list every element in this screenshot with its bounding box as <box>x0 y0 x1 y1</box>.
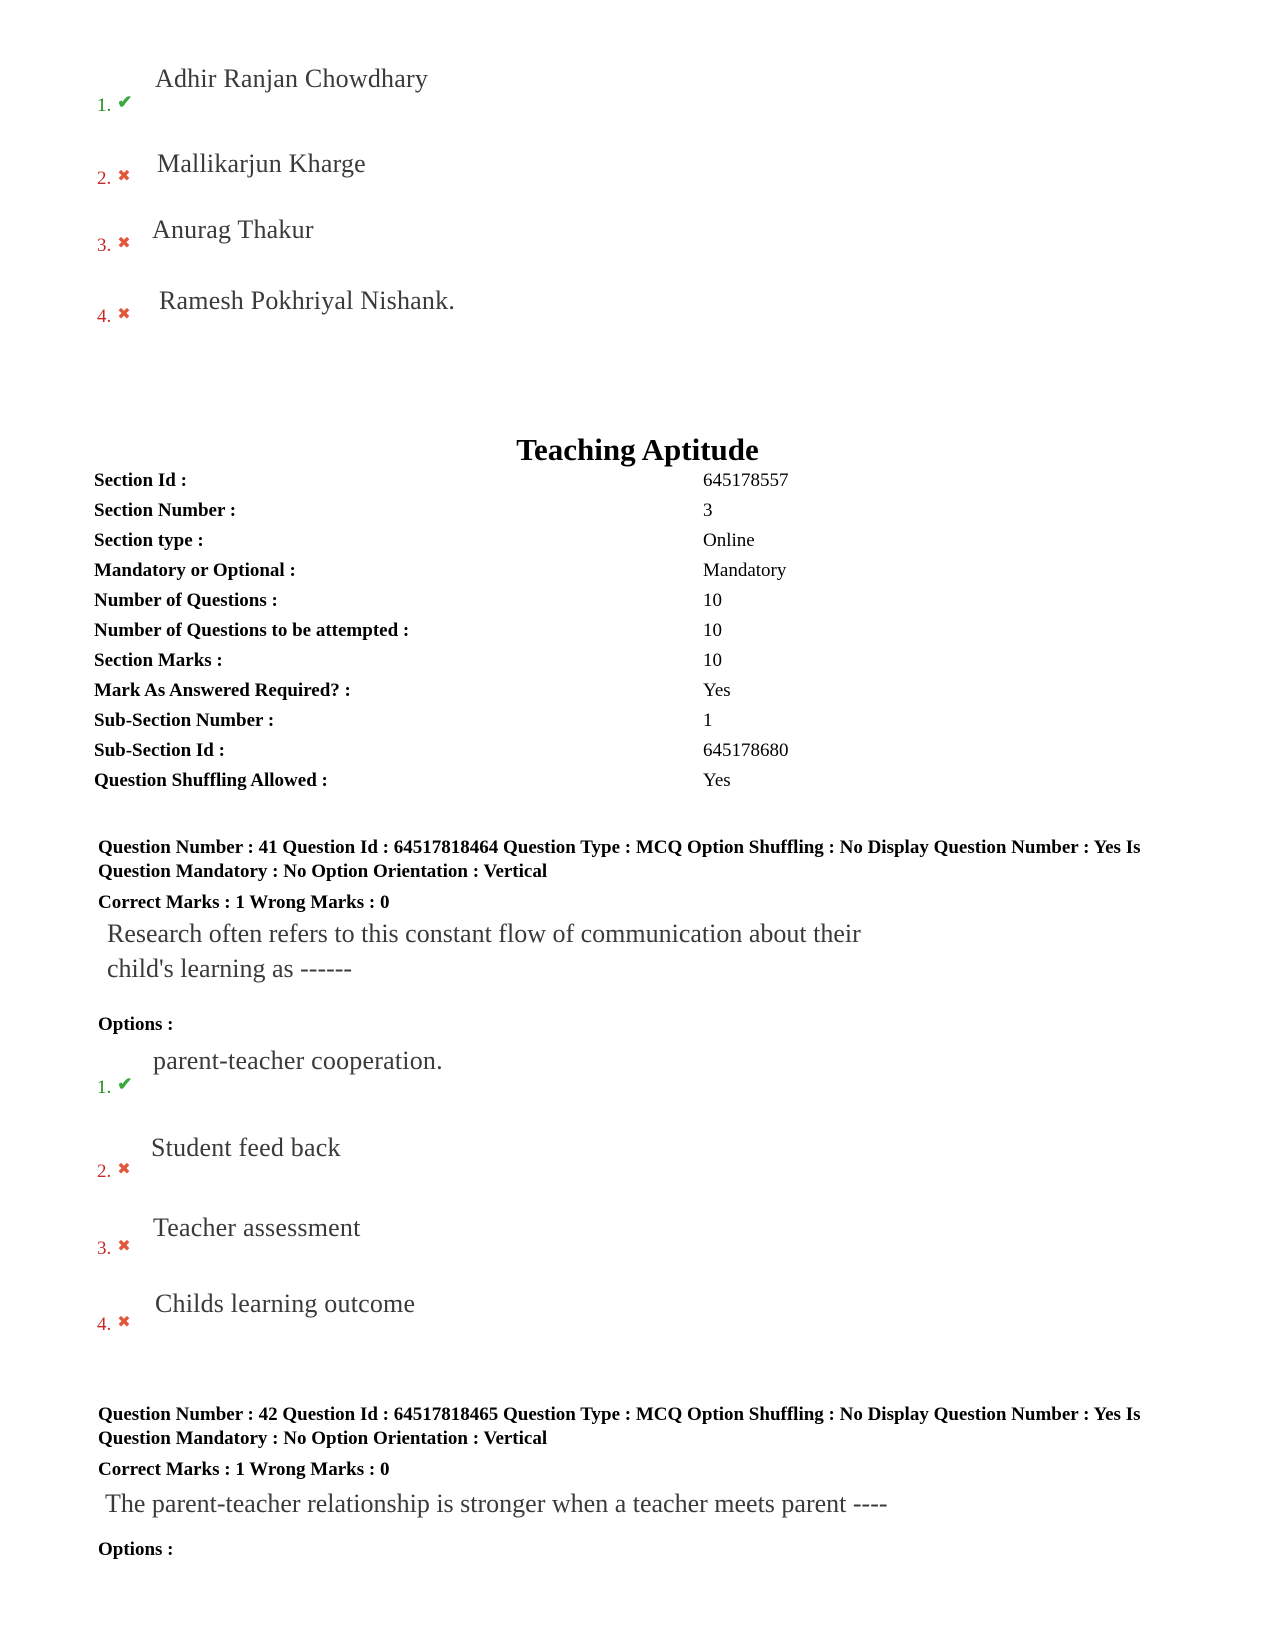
option-text: Mallikarjun Kharge <box>157 149 366 178</box>
row-label: Section Marks : <box>94 650 223 671</box>
row-label: Section Id : <box>94 470 187 491</box>
option-number: 2. ✖ <box>97 1161 131 1182</box>
row-value: 1 <box>703 710 713 731</box>
row-value: 10 <box>703 620 722 641</box>
option-number: 1. ✔ <box>97 92 133 116</box>
option-text: Anurag Thakur <box>152 215 314 244</box>
option-text: parent-teacher cooperation. <box>153 1046 443 1075</box>
question-marks: Correct Marks : 1 Wrong Marks : 0 <box>98 1459 390 1480</box>
question-text-line: The parent-teacher relationship is stronger when a teacher meets parent ---- <box>105 1489 888 1518</box>
cross-icon: ✖ <box>117 306 131 323</box>
row-value: Yes <box>703 680 731 701</box>
option-number: 4. ✖ <box>97 306 131 327</box>
row-label: Mandatory or Optional : <box>94 560 296 581</box>
row-value: 645178557 <box>703 470 789 491</box>
cross-icon: ✖ <box>117 1161 131 1178</box>
option-number: 3. ✖ <box>97 235 131 256</box>
option-number: 3. ✖ <box>97 1238 131 1259</box>
row-value: Yes <box>703 770 731 791</box>
option-text: Teacher assessment <box>153 1213 361 1242</box>
row-label: Number of Questions : <box>94 590 278 611</box>
cross-icon: ✖ <box>117 1238 131 1255</box>
row-value: Online <box>703 530 755 551</box>
option-text: Student feed back <box>151 1133 341 1162</box>
question-text-line: child's learning as ------ <box>107 954 353 983</box>
row-label: Sub-Section Id : <box>94 740 225 761</box>
row-label: Question Shuffling Allowed : <box>94 770 328 791</box>
option-number: 1. ✔ <box>97 1074 133 1098</box>
question-meta: Question Number : 42 Question Id : 64517818465 Question Type : MCQ Option Shuffling : No Display Question Number : Yes Is Question Mandatory : No Option Orientation : Vertical <box>98 1404 1141 1449</box>
question-marks: Correct Marks : 1 Wrong Marks : 0 <box>98 892 390 913</box>
option-text: Adhir Ranjan Chowdhary <box>155 64 429 93</box>
row-value: 10 <box>703 650 722 671</box>
question-text-line: Research often refers to this constant flow of communication about their <box>107 919 861 948</box>
row-label: Section type : <box>94 530 204 551</box>
check-icon: ✔ <box>117 92 133 112</box>
row-label: Mark As Answered Required? : <box>94 680 351 701</box>
options-label: Options : <box>98 1539 174 1560</box>
cross-icon: ✖ <box>117 168 131 185</box>
option-number: 2. ✖ <box>97 168 131 189</box>
option-number: 4. ✖ <box>97 1314 131 1335</box>
row-value: 3 <box>703 500 713 521</box>
options-label: Options : <box>98 1014 174 1035</box>
cross-icon: ✖ <box>117 1314 131 1331</box>
section-title: Teaching Aptitude <box>516 432 759 467</box>
row-label: Sub-Section Number : <box>94 710 275 731</box>
question-meta: Question Number : 41 Question Id : 64517818464 Question Type : MCQ Option Shuffling : No Display Question Number : Yes Is Question Mandatory : No Option Orientation : Vertical <box>98 837 1141 882</box>
option-text: Childs learning outcome <box>155 1289 416 1318</box>
cross-icon: ✖ <box>117 235 131 252</box>
row-value: 645178680 <box>703 740 789 761</box>
option-text: Ramesh Pokhriyal Nishank. <box>159 286 456 315</box>
row-label: Section Number : <box>94 500 237 521</box>
row-value: Mandatory <box>703 560 787 581</box>
check-icon: ✔ <box>117 1074 133 1094</box>
row-label: Number of Questions to be attempted : <box>94 620 410 641</box>
row-value: 10 <box>703 590 722 611</box>
